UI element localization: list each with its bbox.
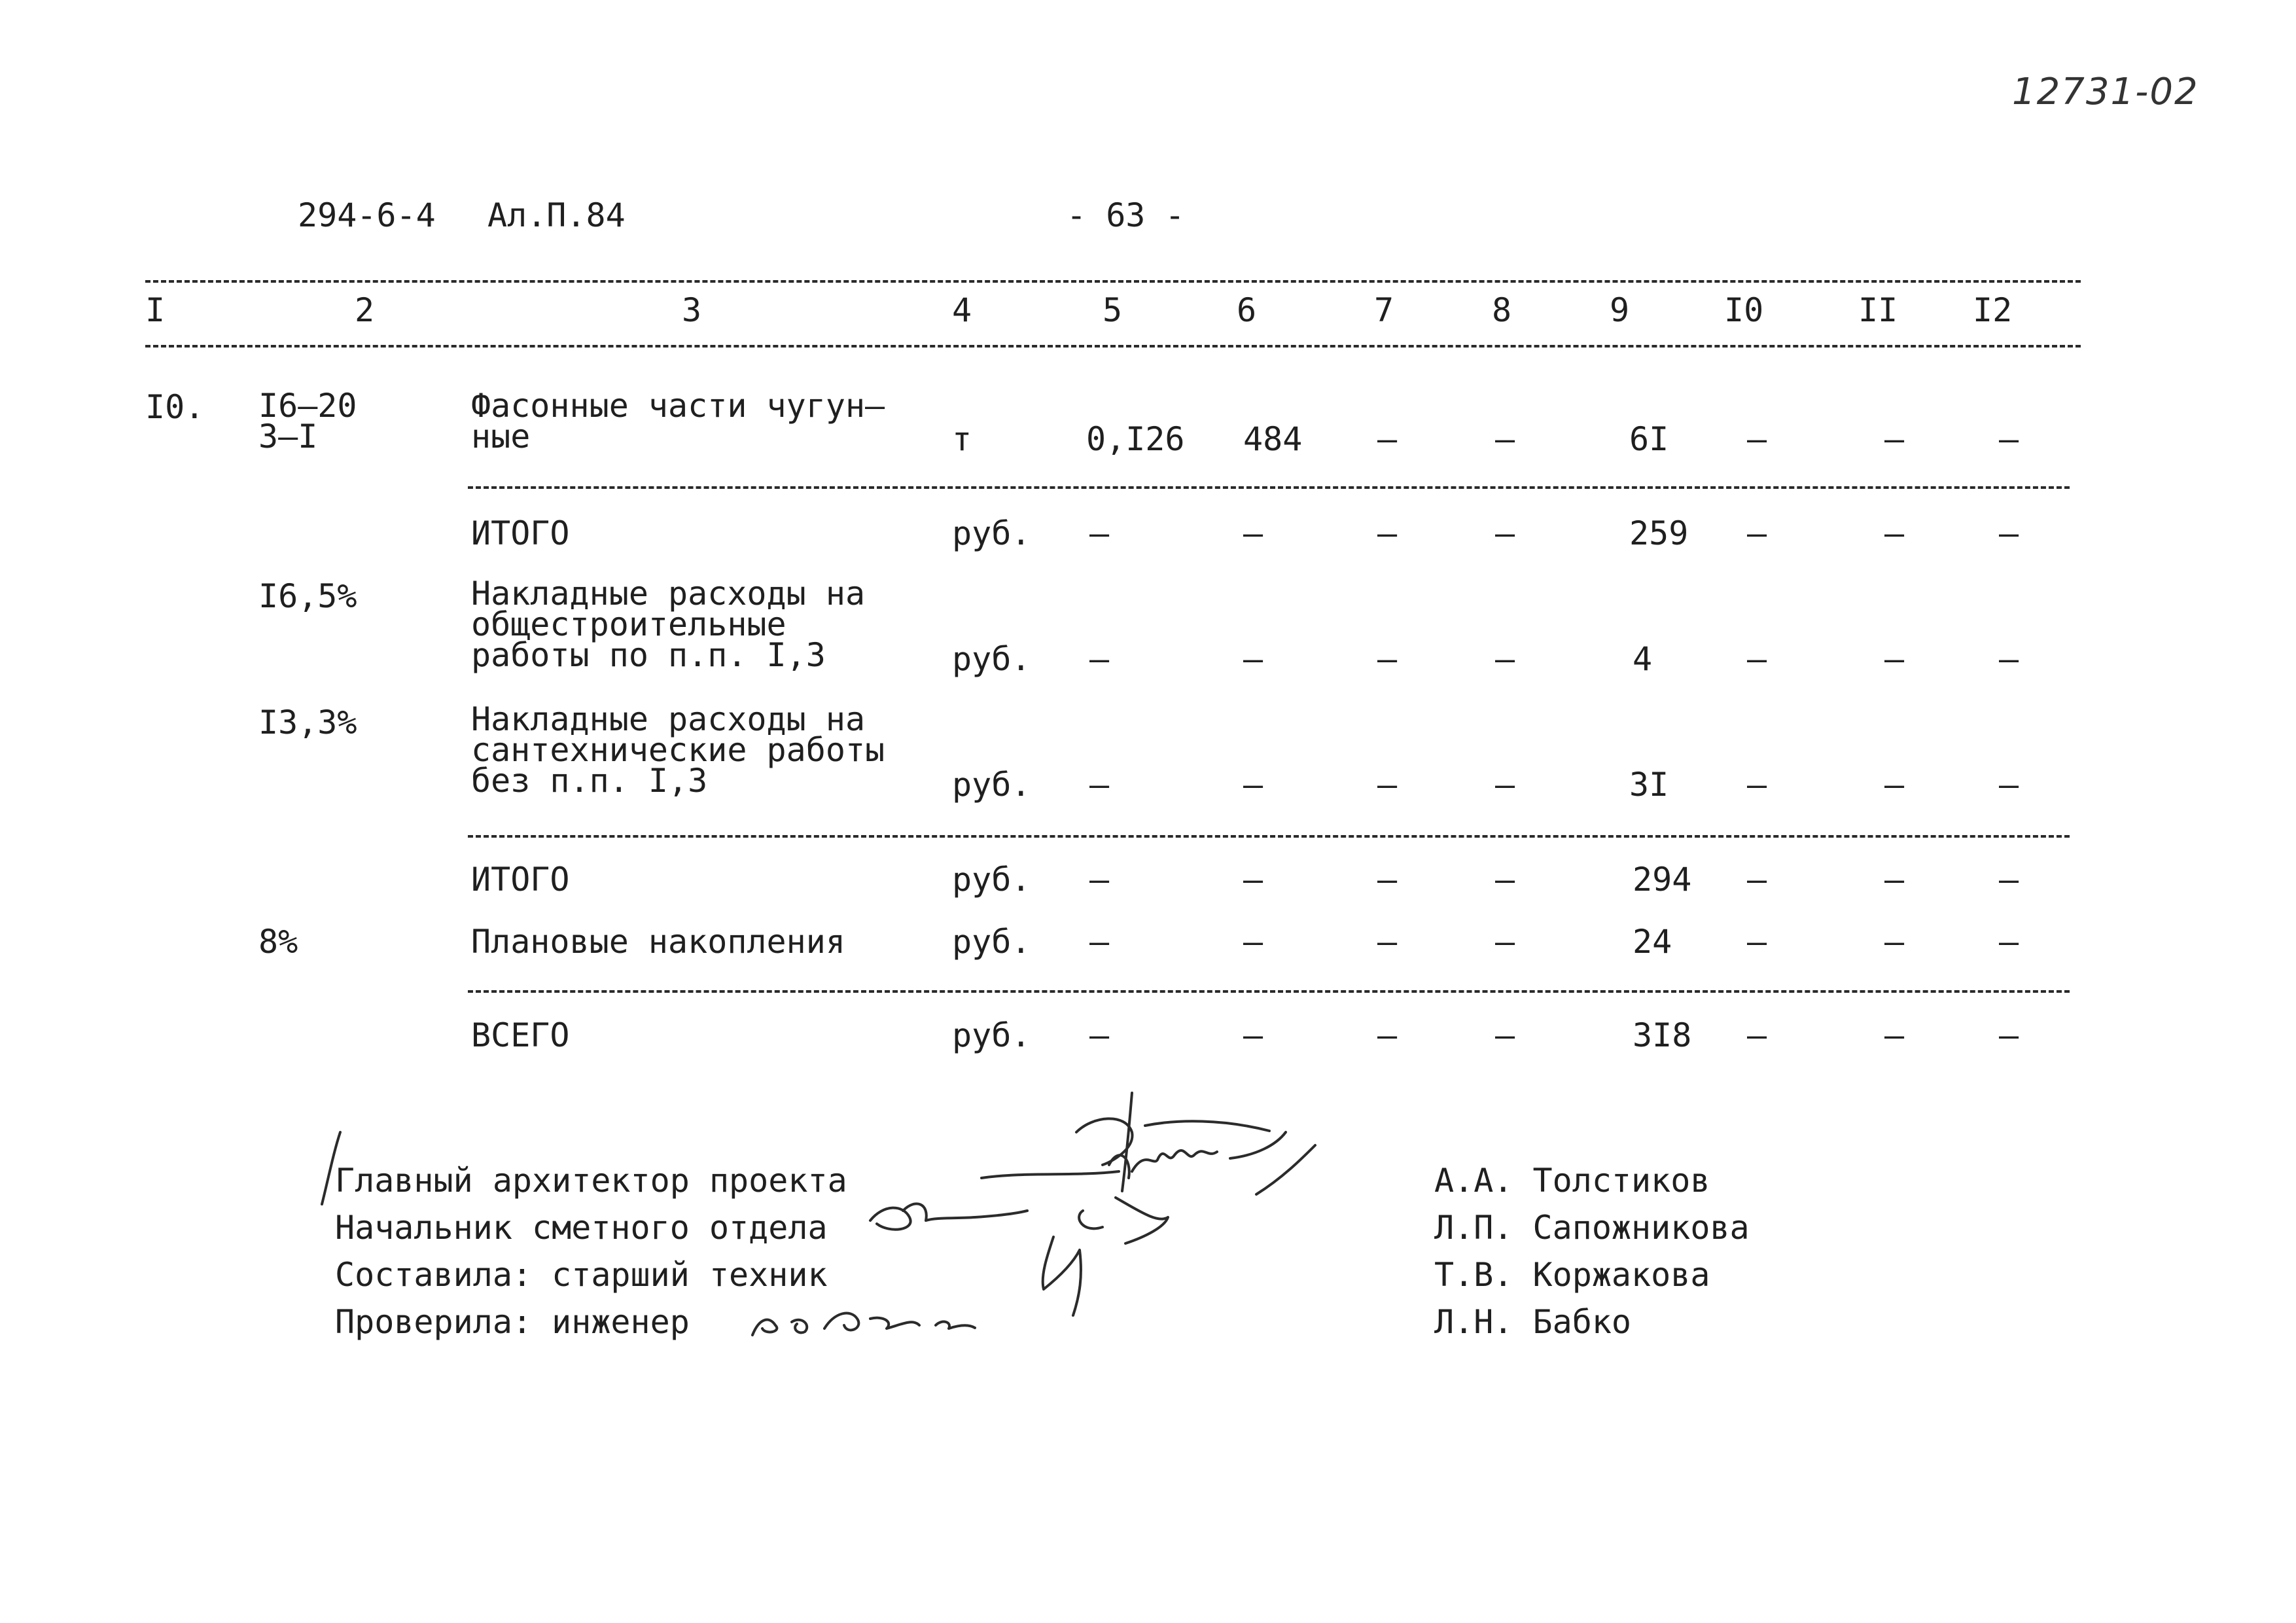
column-header: 6 [1237,291,1257,329]
item-name: Плановые накопления [471,923,845,961]
rate-percent: 8% [258,923,298,961]
column-header: 7 [1374,291,1394,329]
signatory-role: Главный архитектор проекта [335,1162,847,1200]
signatory-role: Проверила: инженер [335,1303,690,1341]
rate-percent: I3,3% [258,704,357,741]
total-value: 3I [1629,766,1669,804]
signatory-name: Т.В. Коржакова [1434,1256,1710,1294]
signature-checker [746,1299,988,1345]
item-name: Накладные расходы на сантехнические работы без п.п. I,3 [471,700,885,800]
header-bottom-rule [145,345,2081,348]
column-header: 5 [1103,291,1123,329]
page-number: - 63 - [1067,196,1185,234]
signatory-name: Л.Н. Бабко [1434,1303,1632,1341]
signature-estimates-head [864,1191,1034,1243]
item-name: ВСЕГО [471,1016,570,1054]
total-value: 6I [1629,420,1669,458]
norm-reference: I6–20 3–I [258,387,357,455]
total-value: 24 [1633,923,1672,961]
signatory-name: А.А. Толстиков [1434,1162,1710,1200]
total-value: 3I8 [1633,1016,1692,1054]
unit: руб. [952,1016,1031,1054]
quantity: 0,I26 [1086,420,1185,458]
total-value: 4 [1633,640,1653,678]
column-header: 8 [1492,291,1512,329]
unit: руб. [952,923,1031,961]
subtotal-rule [468,990,2070,993]
handwritten-mark [314,1126,366,1211]
subtotal-rule [468,835,2070,838]
album-reference: Ал.П.84 [487,196,626,234]
unit: руб. [952,514,1031,552]
column-header: I0 [1724,291,1764,329]
row-number: I0. [145,388,205,426]
column-header: I [145,291,166,329]
item-name: Накладные расходы на общестроительные работы по п.п. I,3 [471,575,866,674]
total-value: 259 [1629,514,1689,552]
column-header: II [1858,291,1898,329]
total-value: 294 [1633,861,1692,899]
unit: руб. [952,766,1031,804]
item-name: ИТОГО [471,861,570,899]
column-header: 9 [1610,291,1630,329]
archive-number-stamp: 12731-02 [2012,71,2199,113]
subtotal-rule [468,486,2070,489]
unit: руб. [952,640,1031,678]
item-name: ИТОГО [471,514,570,552]
item-name: Фасонные части чугун– ные [471,387,885,455]
rate-percent: I6,5% [258,577,357,615]
unit: т [952,420,972,458]
signatory-role: Начальник сметного отдела [335,1209,828,1247]
signatory-name: Л.П. Сапожникова [1434,1209,1750,1247]
unit: руб. [952,861,1031,899]
column-header: 3 [682,291,702,329]
column-header: 4 [952,291,972,329]
column-header: 2 [355,291,375,329]
column-header: I2 [1973,291,2013,329]
table-top-rule [145,280,2081,283]
unit-price: 484 [1243,420,1303,458]
document-code: 294-6-4 [298,196,436,234]
signatory-role: Составила: старший техник [335,1256,828,1294]
